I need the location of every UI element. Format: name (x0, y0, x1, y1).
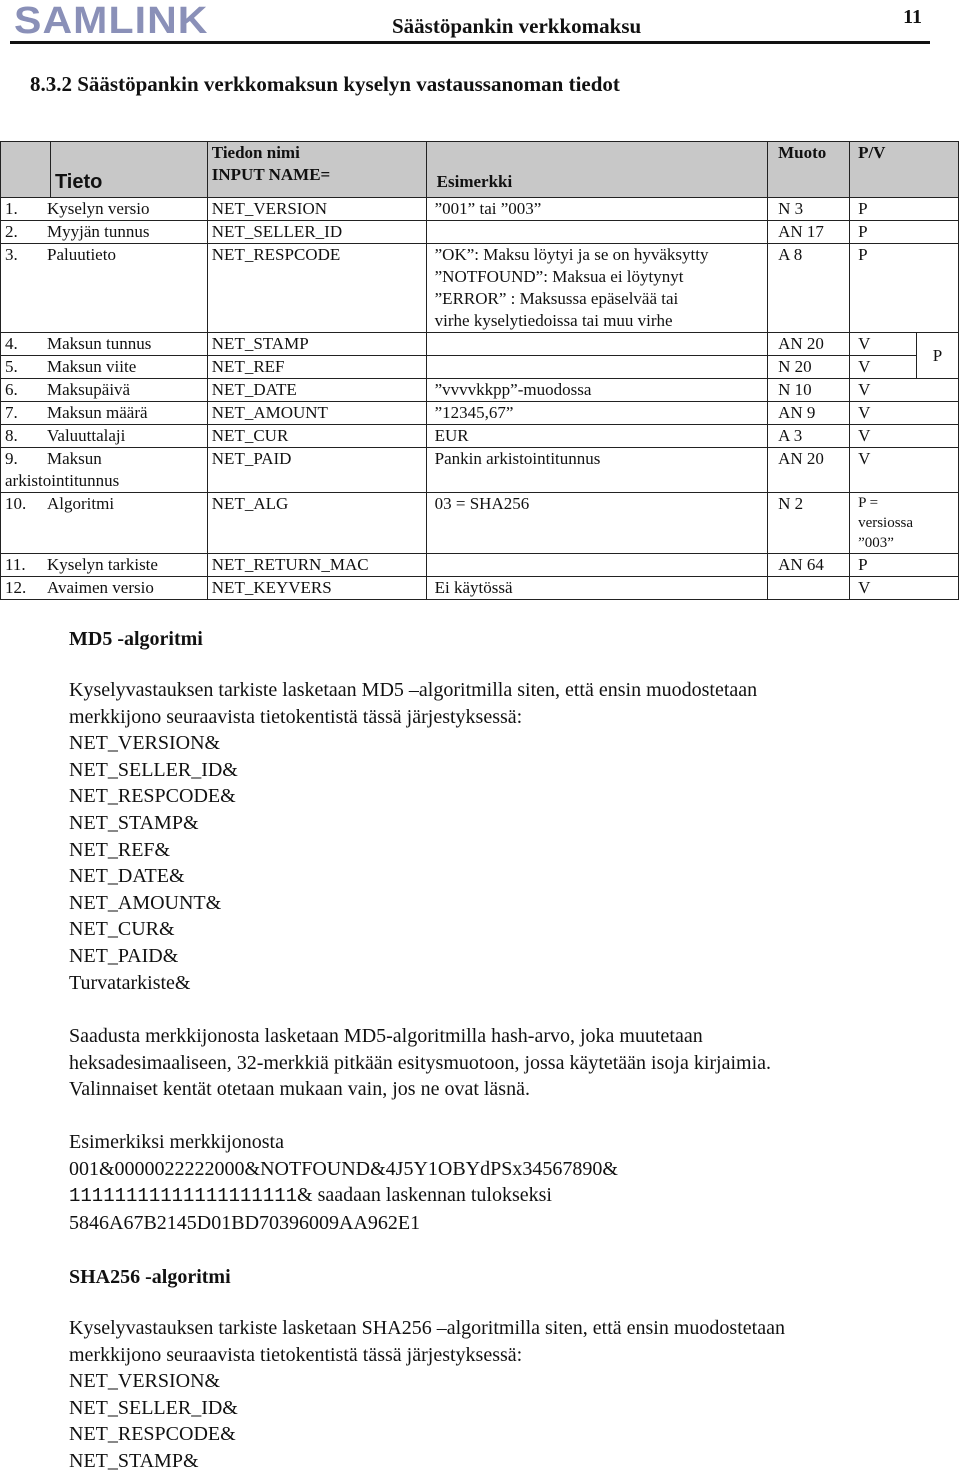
spec-table (0, 141, 959, 600)
document-title: Säästöpankin verkkomaksu (392, 14, 642, 38)
page-number: 11 (903, 6, 922, 28)
table-row: 7. Maksun määrä NET_AMOUNT ”12345,67” AN 9 V (1, 402, 959, 425)
md5-example: Esimerkiksi merkkijonosta 001&0000022222000&NOTFOUND&4J5Y1OBYdPSx34567890& 11111111111111111111& saadaan laskennan tulokseksi 5846A67B2145D01BD70396009AA962E1 (69, 1131, 618, 1234)
section-title: 8.3.2 Säästöpankin verkkomaksun kyselyn vastaussanoman tiedot (30, 72, 620, 96)
header-corner-cell (1, 142, 51, 198)
table-row: 3. Paluutieto NET_RESPCODE ”OK”: Maksu löytyi ja se on hyväksytty ”NOTFOUND”: Maksua ei löytynyt ”ERROR” : Maksussa epäselvää tai virhe kyselytiedoissa tai muu virhe A 8 P (1, 244, 959, 333)
header-name (207, 142, 426, 198)
md5-field: NET_PAID& (69, 944, 179, 967)
sha256-field: NET_SELLER_ID& (69, 1396, 238, 1419)
md5-field: NET_SELLER_ID& (69, 758, 238, 781)
md5-heading: MD5 -algoritmi (69, 628, 203, 650)
table-row: 12. Avaimen versio NET_KEYVERS Ei käytössä V (1, 577, 959, 600)
md5-field: NET_RESPCODE& (69, 785, 236, 808)
sha256-body: Kyselyvastauksen tarkiste lasketaan SHA256 –algoritmilla siten, että ensin muodostetaan merkkijono seuraavista tietokentistä tässä järjestyksessä: NET_VERSION& NET_SELLER_ID& NET_RESPCODE& NET_STAMP& (69, 1315, 785, 1475)
header-tieto: Tieto (50, 142, 207, 198)
table-row: 6. Maksupäivä NET_DATE ”vvvvkkpp”-muodossa N 10 V (1, 379, 959, 402)
md5-field: NET_DATE& (69, 865, 185, 888)
table-row: 1. Kyselyn versio NET_VERSION ”001” tai ”003” N 3 P (1, 198, 959, 221)
sha256-heading: SHA256 -algoritmi (69, 1266, 231, 1288)
md5-field: NET_CUR& (69, 918, 175, 941)
table-row: 5. Maksun viite NET_REF N 20 V (1, 356, 959, 379)
table-row: 2. Myyjän tunnus NET_SELLER_ID AN 17 P (1, 221, 959, 244)
page-header (10, 0, 930, 44)
md5-paragraph: Saadusta merkkijonosta lasketaan MD5-algoritmilla hash-arvo, joka muutetaan heksadesimaaliseen, 32-merkkiä pitkään esitysmuotoon, jossa käytetään isoja kirjaimia. Valinnaiset kentät otetaan mukaan vain, jos ne ovat läsnä. (69, 1025, 772, 1101)
table-row: 11. Kyselyn tarkiste NET_RETURN_MAC AN 64 P (1, 554, 959, 577)
header-name-line1: Tiedon nimi (211, 143, 300, 162)
table-row: 9. Maksun arkistointitunnus NET_PAID Pankin arkistointitunnus AN 20 V (1, 448, 959, 493)
merged-p-cell: P (916, 333, 958, 379)
table-row: 8. Valuuttalaji NET_CUR EUR A 3 V (1, 425, 959, 448)
header-esimerkki: Esimerkki (426, 142, 767, 198)
md5-field: NET_REF& (69, 838, 171, 861)
sha256-field: NET_RESPCODE& (69, 1423, 236, 1446)
sha256-field: NET_VERSION& (69, 1370, 221, 1393)
table-row: 4. Maksun tunnus NET_STAMP AN 20 V P (1, 333, 959, 356)
table-row: 10. Algoritmi NET_ALG 03 = SHA256 N 2 P = versiossa ”003” (1, 493, 959, 554)
samlink-logo: SAMLINK (14, 0, 209, 42)
md5-field: Turvatarkiste& (69, 971, 191, 994)
table-header-row (1, 142, 959, 198)
md5-field: NET_STAMP& (69, 811, 199, 834)
md5-field: NET_AMOUNT& (69, 891, 222, 914)
md5-body: Kyselyvastauksen tarkiste lasketaan MD5 –algoritmilla siten, että ensin muodostetaan merkkijono seuraavista tietokentistä tässä järjestyksessä: NET_VERSION& NET_SELLER_ID& NET_RESPCODE& NET_STAMP& NET_REF& NET_DATE& NET_AMOUNT& NET_CUR& NET_PAID& Turvatarkiste& (69, 677, 757, 996)
header-divider (10, 41, 930, 44)
header-pv: P/V (850, 142, 959, 198)
header-name-line2: INPUT NAME= (211, 165, 331, 184)
header-muoto: Muoto (768, 142, 850, 198)
sha256-field: NET_STAMP& (69, 1449, 199, 1472)
md5-field: NET_VERSION& (69, 732, 221, 755)
